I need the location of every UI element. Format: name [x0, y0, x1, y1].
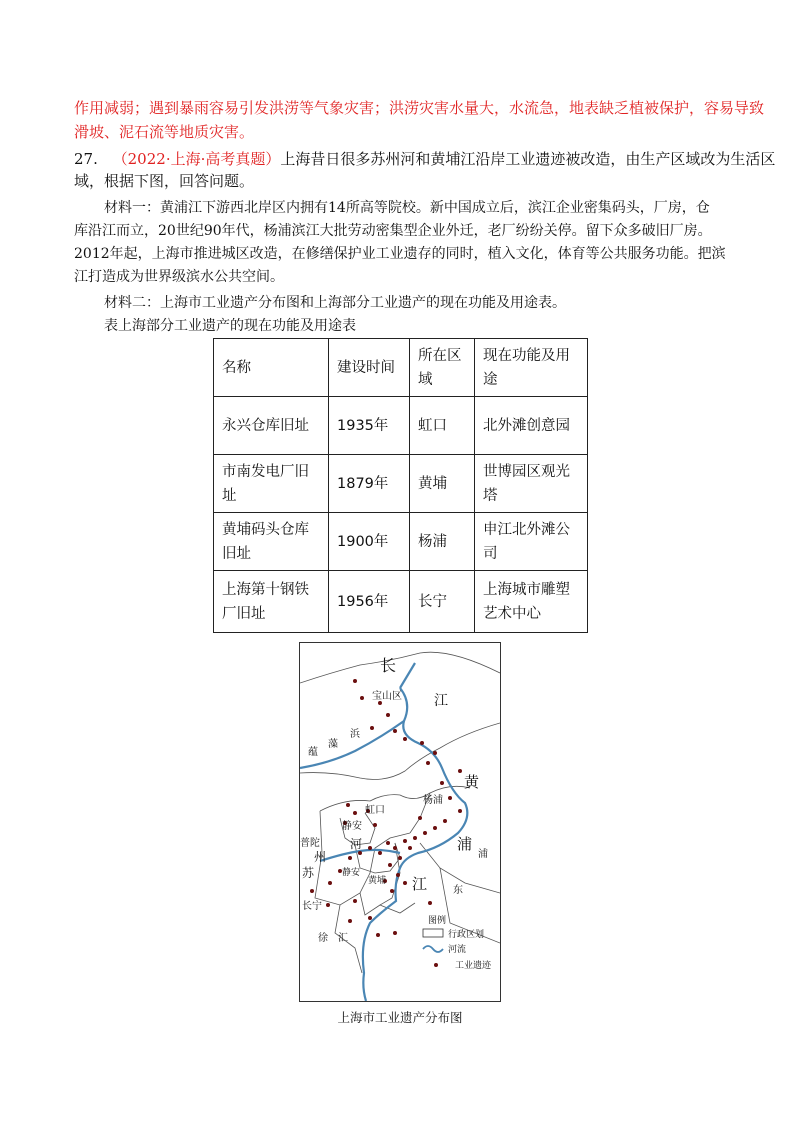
- industrial-sites: [310, 679, 462, 937]
- table-cell: 长宁: [410, 571, 475, 633]
- label-dian: 蕴: [308, 747, 318, 758]
- table-header-cell: 名称: [214, 339, 329, 397]
- site-dot: [440, 781, 444, 785]
- site-dot: [423, 831, 427, 835]
- table-cell: 黄埔码头仓库旧址: [214, 513, 329, 571]
- table-header-cell: 所在区域: [410, 339, 475, 397]
- site-dot: [388, 863, 392, 867]
- heritage-table: [213, 338, 588, 633]
- label-huang: 黄: [464, 773, 480, 791]
- table-cell: 申江北外滩公司: [475, 513, 588, 571]
- label-xu: 徐: [318, 933, 328, 944]
- question-number: 27.: [74, 150, 98, 168]
- site-dot: [428, 901, 432, 905]
- label-baoshan: 宝山区: [372, 691, 402, 702]
- table-cell: 永兴仓库旧址: [214, 397, 329, 455]
- site-dot: [373, 823, 377, 827]
- river-mouth: [400, 663, 415, 688]
- table-title: 表上海部分工业遗产的现在功能及用途表: [104, 318, 356, 334]
- site-dot: [458, 809, 462, 813]
- site-dot: [368, 846, 372, 850]
- site-dot: [398, 856, 402, 860]
- site-dot: [426, 761, 430, 765]
- table-row: [214, 455, 588, 513]
- site-dot: [353, 899, 357, 903]
- label-hongkou: 虹口: [365, 805, 385, 816]
- table-cell: 杨浦: [410, 513, 475, 571]
- table-header-cell: 建设时间: [329, 339, 410, 397]
- label-pudong-dong: 东: [453, 885, 463, 896]
- site-dot: [408, 846, 412, 850]
- site-dot: [328, 881, 332, 885]
- table-cell: 1956年: [329, 571, 410, 633]
- map-caption: 上海市工业遗产分布图: [337, 1010, 463, 1025]
- answer-line-2: 滑坡、泥石流等地质灾害。: [74, 123, 255, 141]
- table-header-row: [214, 339, 588, 397]
- site-dot: [443, 819, 447, 823]
- material-2: 材料二：上海市工业遗产分布图和上海部分工业遗产的现在功能及用途表。: [104, 295, 566, 311]
- industrial-heritage-map: [299, 642, 501, 1002]
- boundary-line: [360, 893, 415, 915]
- legend-site-label: 工业遗迹: [455, 961, 492, 971]
- site-dot: [346, 803, 350, 807]
- legend-river-swatch: [423, 946, 443, 952]
- table-cell: 世博园区观光塔: [475, 455, 588, 513]
- site-dot: [353, 811, 357, 815]
- legend-site-swatch: [434, 963, 438, 967]
- boundary-line: [300, 652, 500, 683]
- site-dot: [448, 796, 452, 800]
- table-cell: 1935年: [329, 397, 410, 455]
- table-cell: 市南发电厂旧址: [214, 455, 329, 513]
- site-dot: [358, 851, 362, 855]
- table-cell: 北外滩创意园: [475, 397, 588, 455]
- label-putuo: 普陀: [300, 838, 320, 849]
- table-cell: 黄埔: [410, 455, 475, 513]
- table-cell: 上海第十钢铁厂旧址: [214, 571, 329, 633]
- label-huangpu: 黄埔: [368, 876, 387, 886]
- label-hui: 汇: [338, 933, 348, 944]
- map-svg: [300, 643, 500, 1001]
- material-1-line-3: 2012年起，上海市推进城区改造，在修缮保护业工业遗存的同时，植入文化，体育等公共服务功能。把滨: [74, 246, 726, 262]
- site-dot: [393, 931, 397, 935]
- site-dot: [396, 873, 400, 877]
- label-zao: 藻: [328, 739, 338, 750]
- table-cell: 虹口: [410, 397, 475, 455]
- material-1-line-2: 库沿江而立，20世纪90年代，杨浦滨江大批劳动密集型企业外迁，老厂纷纷关停。留下众多破旧厂房。: [74, 223, 712, 239]
- boundary-line: [320, 786, 470, 811]
- label-chang: 长: [380, 656, 397, 675]
- map-legend: [423, 914, 492, 971]
- label-jiang: 江: [434, 693, 448, 709]
- site-dot: [418, 816, 422, 820]
- table-row: [214, 397, 588, 455]
- table-cell: 1879年: [329, 455, 410, 513]
- site-dot: [386, 713, 390, 717]
- label-pudong-pu: 浦: [478, 849, 488, 860]
- site-dot: [458, 769, 462, 773]
- site-dot: [433, 826, 437, 830]
- table-header-cell: 现在功能及用途: [475, 339, 588, 397]
- label-bang: 浜: [350, 729, 360, 740]
- question-stem-1: 上海昔日很多苏州河和黄埔江沿岸工业遗迹被改造，由生产区域改为生活区: [280, 150, 776, 168]
- map-labels: [300, 656, 488, 944]
- label-su: 苏: [302, 866, 315, 880]
- answer-line-1: 作用减弱；遇到暴雨容易引发洪涝等气象灾害；洪涝灾害水量大，水流急，地表缺乏植被保护，容易导致: [74, 99, 765, 117]
- table-row: [214, 571, 588, 633]
- question-stem-2: 域，根据下图，回答问题。: [74, 172, 255, 190]
- site-dot: [370, 726, 374, 730]
- site-dot: [393, 729, 397, 733]
- material-1-line-4: 江打造成为世界级滨水公共空间。: [74, 269, 284, 285]
- legend-admin-label: 行政区划: [448, 930, 485, 940]
- site-dot: [403, 881, 407, 885]
- label-jingan-2: 静安: [342, 868, 361, 878]
- site-dot: [348, 856, 352, 860]
- legend-admin-swatch: [423, 929, 443, 937]
- table-row: [214, 513, 588, 571]
- table-cell: 1900年: [329, 513, 410, 571]
- table-cell: 上海城市雕塑艺术中心: [475, 571, 588, 633]
- site-dot: [376, 933, 380, 937]
- legend-title: 图例: [428, 916, 447, 926]
- site-dot: [403, 737, 407, 741]
- label-changning: 长宁: [302, 901, 322, 912]
- site-dot: [378, 851, 382, 855]
- label-jingan: 静安: [342, 821, 362, 832]
- question-source: （2022·上海·高考真题）: [112, 150, 281, 168]
- site-dot: [326, 903, 330, 907]
- label-yangpu: 杨浦: [423, 795, 443, 806]
- site-dot: [386, 841, 390, 845]
- material-1-line-1: 材料一：黄浦江下游西北岸区内拥有14所高等院校。新中国成立后，滨江企业密集码头，厂房，仓: [104, 200, 710, 216]
- label-pu: 浦: [457, 835, 473, 853]
- label-zhou: 州: [314, 850, 327, 864]
- site-dot: [403, 839, 407, 843]
- question-header: [74, 148, 775, 170]
- legend-river-label: 河流: [448, 945, 467, 955]
- site-dot: [348, 919, 352, 923]
- site-dot: [390, 889, 394, 893]
- label-jiang-lower: 江: [412, 875, 428, 893]
- site-dot: [420, 741, 424, 745]
- site-dot: [368, 916, 372, 920]
- site-dot: [353, 679, 357, 683]
- boundary-line: [300, 723, 500, 779]
- site-dot: [360, 696, 364, 700]
- site-dot: [433, 751, 437, 755]
- site-dot: [310, 889, 314, 893]
- site-dot: [393, 846, 397, 850]
- site-dot: [413, 836, 417, 840]
- label-he: 河: [350, 837, 363, 851]
